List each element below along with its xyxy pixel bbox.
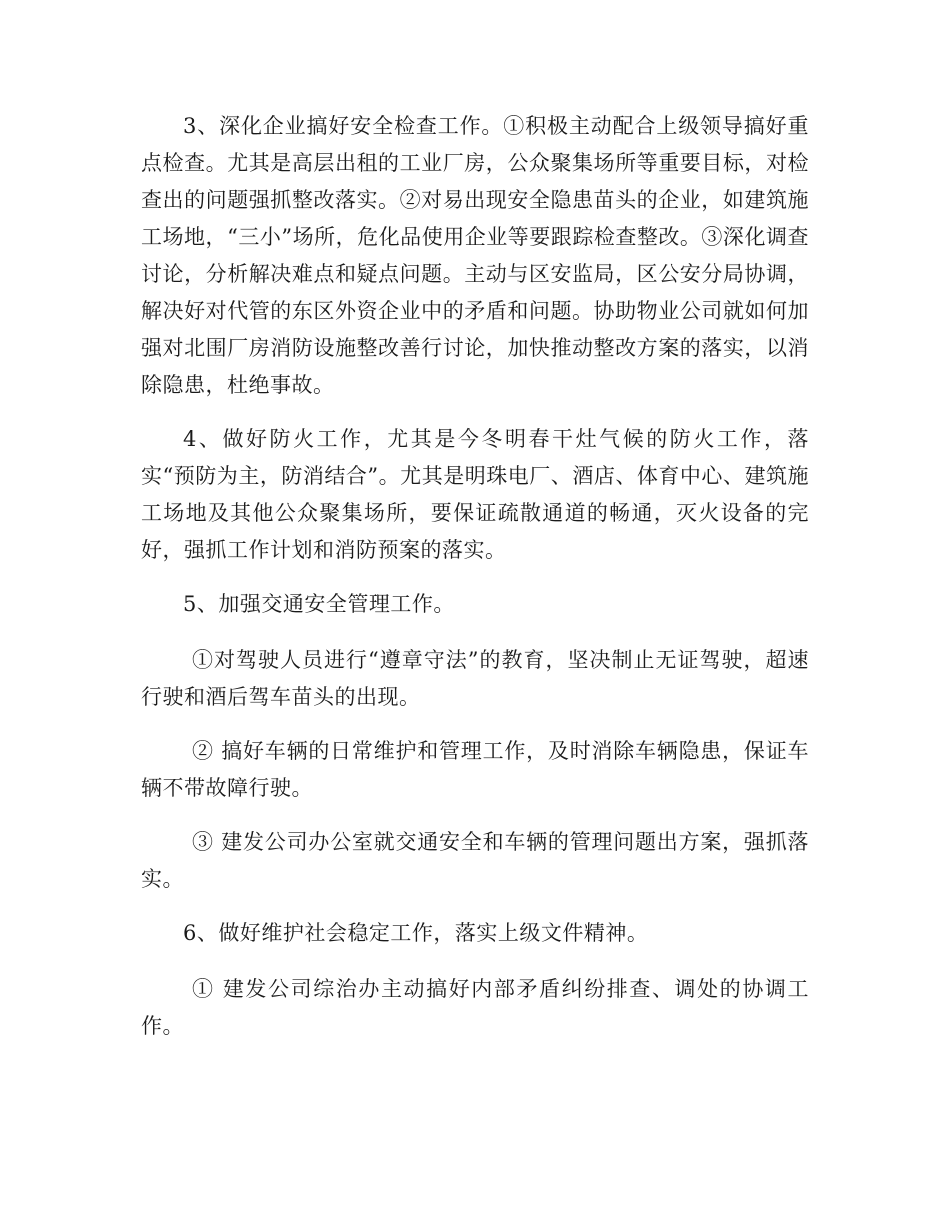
paragraph-social-stability-heading: 6、做好维护社会稳定工作，落实上级文件精神。 (183, 921, 649, 945)
paragraph-traffic-item-2: ② 搞好车辆的日常维护和管理工作，及时消除车辆隐患，保证车辆不带故障行驶。 (141, 739, 809, 800)
paragraph-traffic-item-3: ③ 建发公司办公室就交通安全和车辆的管理问题出方案，强抓落实。 (141, 830, 809, 891)
paragraph-stability-item-1: ① 建发公司综治办主动搞好内部矛盾纠纷排查、调处的协调工作。 (141, 977, 809, 1038)
paragraph-traffic-item-1: ①对驾驶人员进行“遵章守法”的教育，坚决制止无证驾驶，超速行驶和酒后驾车苗头的出现。 (141, 648, 809, 709)
paragraph-fire-prevention: 4、做好防火工作，尤其是今冬明春干灶气候的防火工作，落实“预防为主，防消结合”。尤其是明珠电厂、酒店、体育中心、建筑施工场地及其他公众聚集场所，要保证疏散通道的畅通，灭火设备的完好，强抓工作计划和消防预案的落实。 (141, 427, 809, 562)
paragraph-safety-inspection: 3、深化企业搞好安全检查工作。①积极主动配合上级领导搞好重点检查。尤其是高层出租的工业厂房，公众聚集场所等重要目标，对检查出的问题强抓整改落实。②对易出现安全隐患苗头的企业，如建筑施工场地，“三小”场所，危化品使用企业等要跟踪检查整改。③深化调查讨论，分析解决难点和疑点问题。主动与区安监局，区公安分局协调，解决好对代管的东区外资企业中的矛盾和问题。协助物业公司就如何加强对北围厂房消防设施整改善行讨论，加快推动整改方案的落实，以消除隐患，杜绝事故。 (141, 114, 809, 397)
document-body (141, 108, 809, 1062)
paragraph-traffic-safety-heading: 5、加强交通安全管理工作。 (183, 592, 455, 616)
